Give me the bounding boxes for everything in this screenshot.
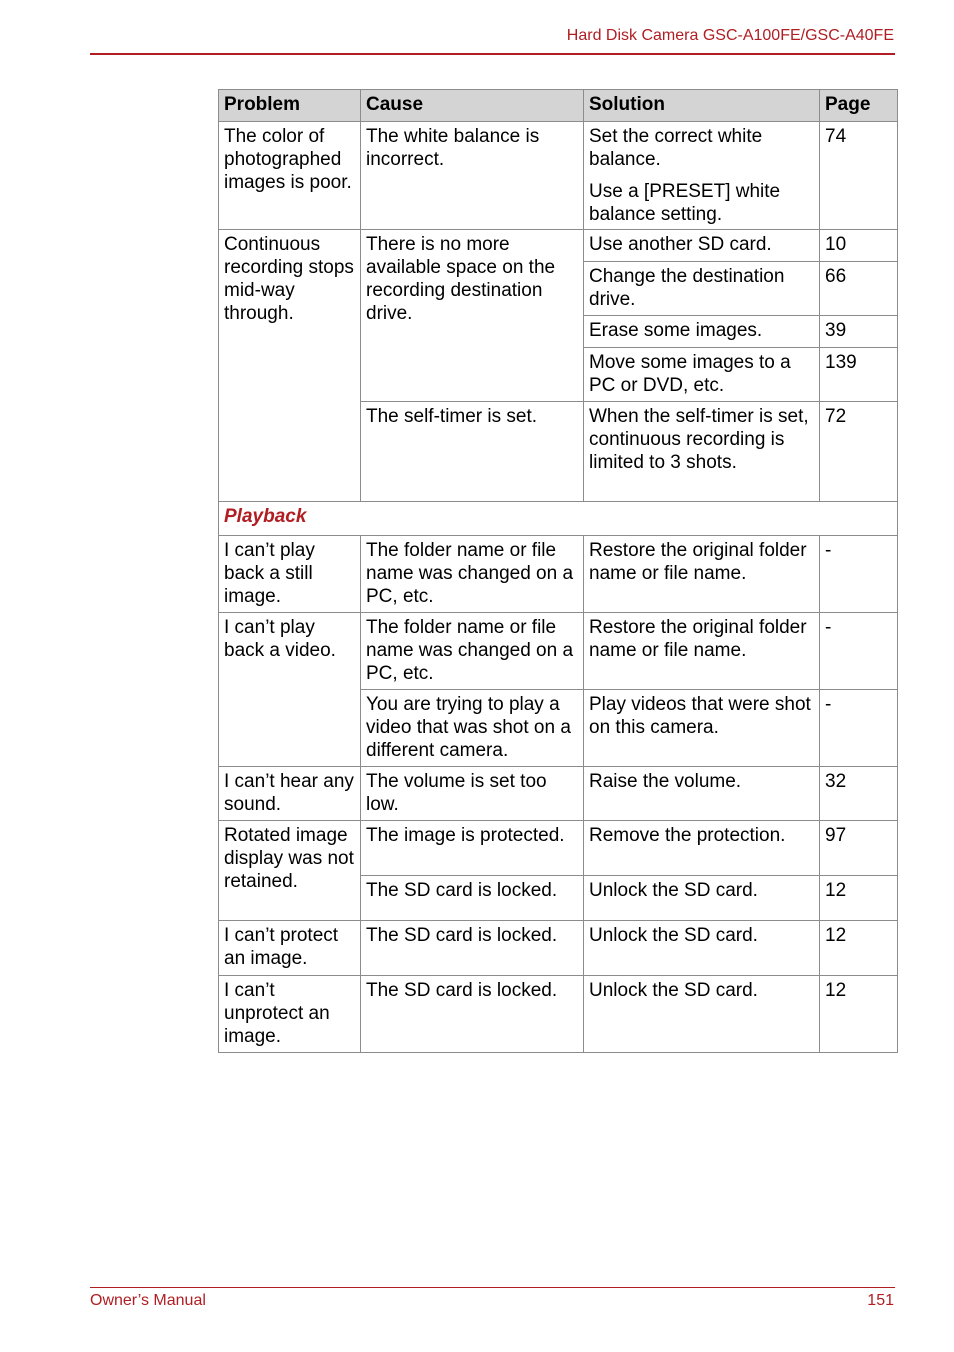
cause-cell: The folder name or file name was changed on a PC, etc. xyxy=(361,613,584,690)
solution-cell: Restore the original folder name or file name. xyxy=(584,613,820,690)
page-cell: - xyxy=(820,536,898,613)
solution-cell: Unlock the SD card. xyxy=(584,921,820,976)
table-row xyxy=(219,536,898,613)
table-header-row xyxy=(219,90,898,122)
page-cell: 139 xyxy=(820,348,898,402)
cause-cell: The volume is set too low. xyxy=(361,767,584,821)
running-header-title: Hard Disk Camera GSC-A100FE/GSC-A40FE xyxy=(566,27,894,44)
solution-cell xyxy=(584,122,820,230)
solution-cell: Unlock the SD card. xyxy=(584,976,820,1053)
page-cell: 74 xyxy=(820,122,898,230)
page-cell: 66 xyxy=(820,262,898,316)
page-cell: 10 xyxy=(820,230,898,262)
solution-cell: Change the destination drive. xyxy=(584,262,820,316)
solution-cell: Erase some images. xyxy=(584,316,820,348)
solution-text: Use a [PRESET] white balance setting. xyxy=(589,181,781,225)
section-row xyxy=(219,502,898,536)
problem-cell: Rotated image display was not retained. xyxy=(219,821,361,921)
page-cell: 97 xyxy=(820,821,898,876)
problem-cell: I can’t protect an image. xyxy=(219,921,361,976)
problem-cell: I can’t play back a video. xyxy=(219,613,361,767)
table-row xyxy=(219,976,898,1053)
header-divider xyxy=(90,53,895,55)
problem-cell: I can’t play back a still image. xyxy=(219,536,361,613)
cause-cell: The self-timer is set. xyxy=(361,402,584,502)
table-row xyxy=(219,921,898,976)
page-cell: 72 xyxy=(820,402,898,502)
solution-cell: Move some images to a PC or DVD, etc. xyxy=(584,348,820,402)
page-cell: 12 xyxy=(820,976,898,1053)
cause-cell: The image is protected. xyxy=(361,821,584,876)
cause-cell: The SD card is locked. xyxy=(361,876,584,921)
column-header-problem: Problem xyxy=(219,90,361,122)
page-cell: 39 xyxy=(820,316,898,348)
page-cell: 32 xyxy=(820,767,898,821)
cause-cell: You are trying to play a video that was shot on a different camera. xyxy=(361,690,584,767)
page-cell: 12 xyxy=(820,876,898,921)
section-heading-playback: Playback xyxy=(219,502,898,536)
solution-cell: Restore the original folder name or file name. xyxy=(584,536,820,613)
cause-cell: The folder name or file name was changed on a PC, etc. xyxy=(361,536,584,613)
solution-cell: Unlock the SD card. xyxy=(584,876,820,921)
column-header-solution: Solution xyxy=(584,90,820,122)
table-row xyxy=(219,230,898,262)
table-row xyxy=(219,613,898,690)
problem-cell: Continuous recording stops mid-way through. xyxy=(219,230,361,502)
cause-cell: The SD card is locked. xyxy=(361,976,584,1053)
table-row xyxy=(219,767,898,821)
problem-cell: I can’t hear any sound. xyxy=(219,767,361,821)
footer-divider xyxy=(90,1287,895,1288)
column-header-cause: Cause xyxy=(361,90,584,122)
cause-cell: The white balance is incorrect. xyxy=(361,122,584,230)
page-cell: - xyxy=(820,690,898,767)
solution-cell: Use another SD card. xyxy=(584,230,820,262)
solution-cell: Play videos that were shot on this camera. xyxy=(584,690,820,767)
page-cell: - xyxy=(820,613,898,690)
troubleshooting-table xyxy=(218,89,898,1053)
solution-cell: When the self-timer is set, continuous recording is limited to 3 shots. xyxy=(584,402,820,502)
page-number: 151 xyxy=(867,1292,894,1309)
problem-cell: The color of photographed images is poor. xyxy=(219,122,361,230)
table-row xyxy=(219,122,898,230)
column-header-page: Page xyxy=(820,90,898,122)
solution-cell: Raise the volume. xyxy=(584,767,820,821)
solution-text: Set the correct white balance. xyxy=(589,126,763,170)
page-cell: 12 xyxy=(820,921,898,976)
cause-cell: The SD card is locked. xyxy=(361,921,584,976)
cause-cell: There is no more available space on the recording destination drive. xyxy=(361,230,584,402)
problem-cell: I can’t unprotect an image. xyxy=(219,976,361,1053)
solution-cell: Remove the protection. xyxy=(584,821,820,876)
footer-manual-title: Owner’s Manual xyxy=(90,1292,206,1309)
table-row xyxy=(219,821,898,876)
